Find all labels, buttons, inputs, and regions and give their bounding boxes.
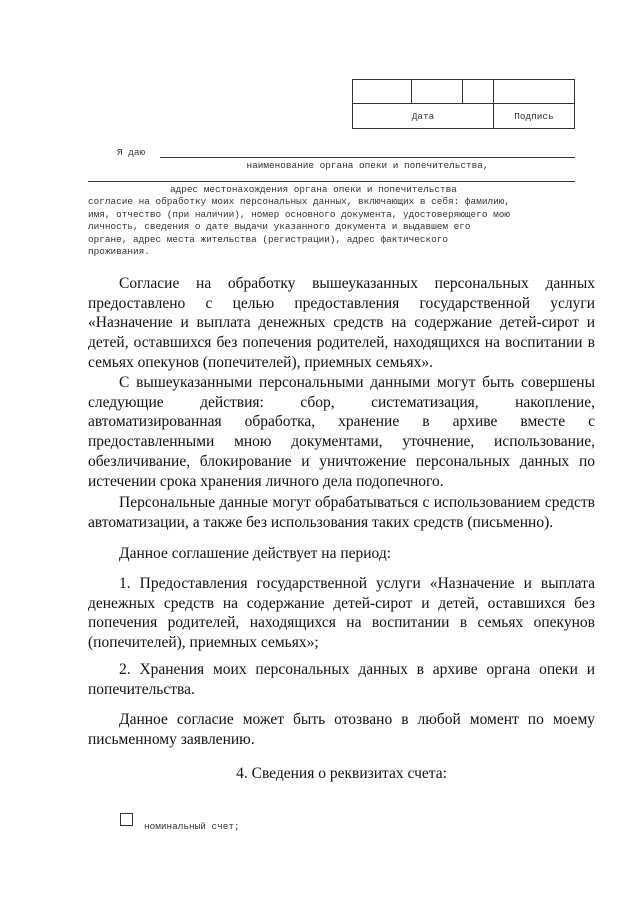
period-paragraph: Данное соглашение действует на период: xyxy=(119,545,392,562)
purpose-paragraph: Согласие на обработку вышеуказанных персональных данных предоставлено с целью предоставления государственной услуги «Назначение и выплата денежных средств на содержание детей-сирот и детей, оставшихся без попечения родителей, находящихся на воспитании в семьях опекунов (попечителей), приемных семьях». xyxy=(88,275,595,371)
address-fill-line xyxy=(88,181,575,182)
date-label: Дата xyxy=(353,104,494,129)
period-item-2: 2. Хранения моих персональных данных в архиве органа опеки и попечительства. xyxy=(88,661,595,698)
date-cell-2 xyxy=(412,80,463,104)
automation-paragraph: Персональные данные могут обрабатываться с использованием средств автоматизации, а также без использования таких средств (письменно). xyxy=(88,494,595,531)
authority-caption: наименование органа опеки и попечительства, xyxy=(246,160,489,171)
address-caption: адрес местонахождения органа опеки и попечительства xyxy=(170,184,457,195)
period-item-1: 1. Предоставления государственной услуги «Назначение и выплата денежных средств на содержание детей-сирот и детей, оставшихся без попечения родителей, находящихся на воспитании в семьях опекунов (попечителей), приемных семьях»; xyxy=(88,575,595,652)
signature-label: Подпись xyxy=(494,104,575,129)
revocation-paragraph: Данное согласие может быть отозвано в любой момент по моему письменному заявлению. xyxy=(88,711,595,748)
nominal-account-checkbox[interactable] xyxy=(120,813,133,826)
section-heading: 4. Сведения о реквизитах счета: xyxy=(236,765,447,782)
authority-fill-line xyxy=(160,157,575,158)
signature-cell xyxy=(494,80,575,104)
actions-paragraph: С вышеуказанными персональными данными могут быть совершены следующие действия: сбор, систематизация, накопление, автоматизированная обработка, хранение в архиве вместе с предоставленными мною документами, уточнение, использование, обезличивание, блокирование и уничтожение персональных данных по истечении срока хранения личного дела подопечного. xyxy=(88,374,595,490)
date-cell-1 xyxy=(353,80,412,104)
i-give-text: Я даю xyxy=(117,147,146,158)
consent-line: личность, сведения о дате выдачи указанного документа и выдавшем его xyxy=(88,221,471,233)
date-cell-3 xyxy=(463,80,494,104)
signature-table xyxy=(352,79,575,129)
consent-line: согласие на обработку моих персональных данных, включающих в себя: фамилию, xyxy=(88,196,510,207)
consent-line: проживания. xyxy=(88,246,150,258)
consent-line: органе, адрес места жительства (регистрации), адрес фактического xyxy=(88,233,449,245)
consent-text-block xyxy=(88,196,575,259)
consent-line: имя, отчество (при наличии), номер основного документа, удостоверяющего мою xyxy=(88,208,510,220)
nominal-account-label: номинальный счет; xyxy=(144,821,240,832)
